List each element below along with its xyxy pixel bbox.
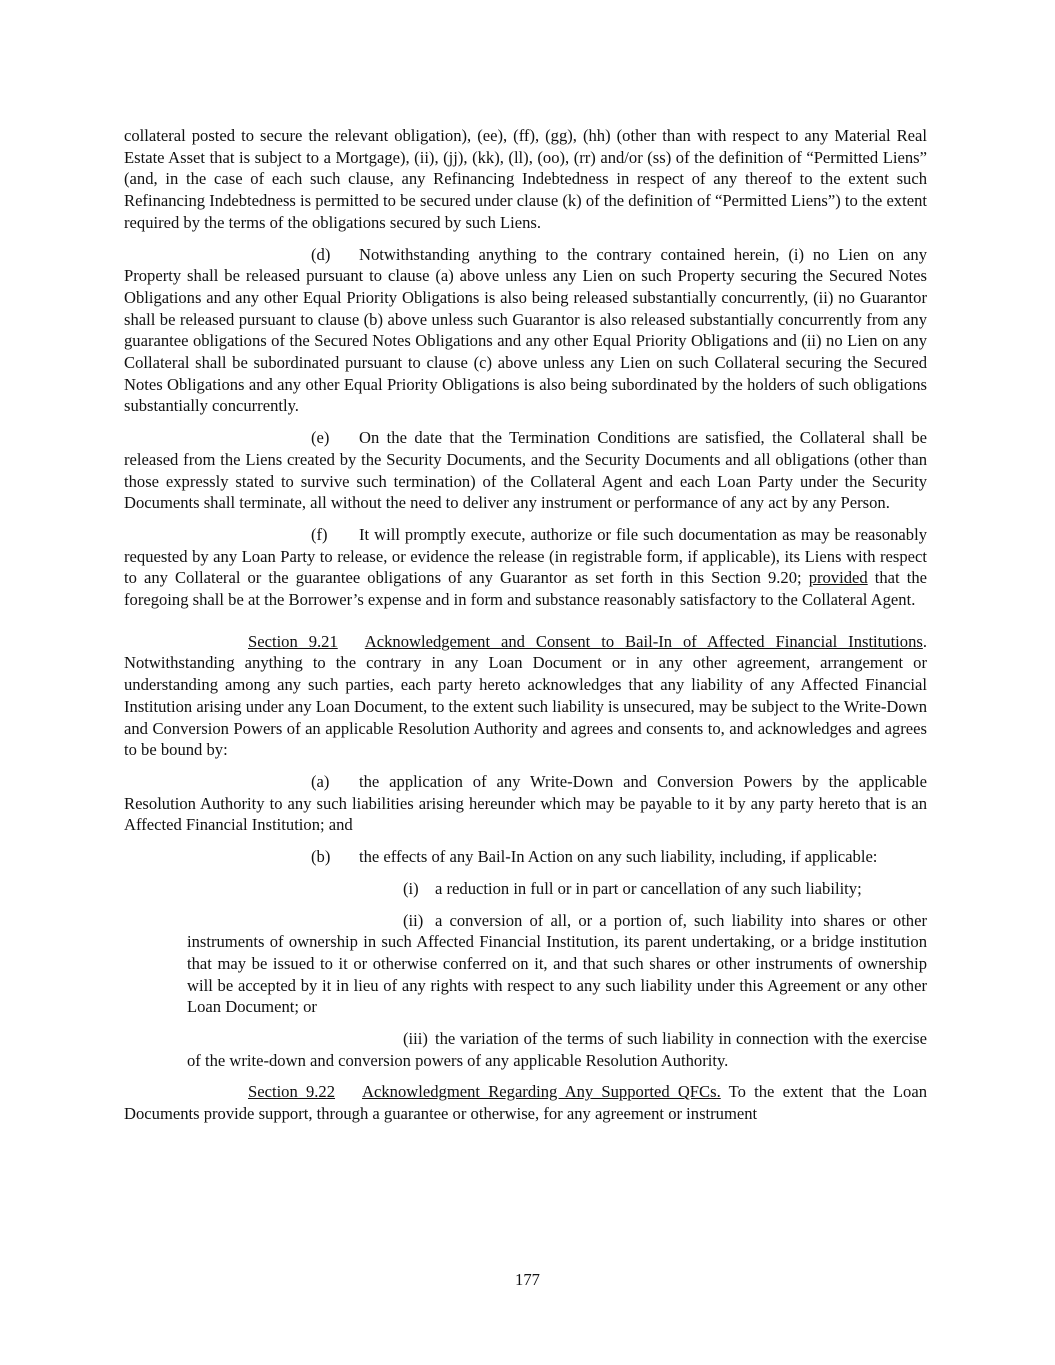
clause-e-label: (e) [311,428,330,448]
clause-b-text: the effects of any Bail-In Action on any such liability, including, if applicable: [359,847,878,867]
item-iii [187,1028,927,1071]
item-iii-text: the variation of the terms of such liability in connection with the exercise of the write-down and conversion powers of any applicable Resolution Authority. [187,1029,927,1070]
clause-f-text-1: It will promptly execute, authorize or file such documentation as may be reasonably requested by any Loan Party to release, or evidence the release (in registrable form, if applicable), its Liens with respect to any Collateral or the guarantee obligations of any Guarantor as set forth in this Section 9.20; [124,524,927,588]
clause-d [124,244,927,418]
clause-a-label: (a) [311,771,330,791]
section-9-21-text: . Notwithstanding anything to the contrary in any Loan Document or in any other agreement, arrangement or understanding among any such parties, each party hereto acknowledges that any liability of any Affected Financial Institution arising under any Loan Document, to the extent such liability is unsecured, may be subject to the Write-Down and Conversion Powers of an applicable Resolution Authority and agrees and consents to, and acknowledges and agrees to be bound by: [124,631,927,760]
clause-a [124,771,927,836]
section-9-22 [124,1081,927,1124]
clause-b [124,846,927,868]
section-9-22-title: Acknowledgment Regarding Any Supported QFCs. [362,1082,721,1102]
section-9-22-number: Section 9.22 [248,1082,336,1102]
clause-d-text: Notwithstanding anything to the contrary contained herein, (i) no Lien on any Property shall be released pursuant to clause (a) above unless any Lien on such Property securing the Secured Notes Obligations and any other Equal Priority Obligations is also being released substantially concurrently, (ii) no Guarantor shall be released pursuant to clause (b) above unless such Guarantor is also released substantially concurrently from any guarantee obligations of the Secured Notes Obligations and any other Equal Priority Obligations and (ii) no Lien on any Collateral shall be subordinated pursuant to clause (c) above unless any Lien on such Collateral securing the Secured Notes Obligations and any other Equal Priority Obligations is also being subordinated by the holders of such obligations substantially concurrently. [124,244,927,416]
page-number: 177 [515,1270,540,1289]
clause-d-label: (d) [311,244,331,264]
paragraph-intro [124,125,927,234]
clause-f-label: (f) [311,524,328,544]
item-i-text: a reduction in full or in part or cancellation of any such liability; [435,878,862,898]
section-9-21 [124,631,927,761]
clause-a-text: the application of any Write-Down and Conversion Powers by the applicable Resolution Authority to any such liabilities arising hereunder which may be payable to it by any party hereto that is an Affected Financial Institution; and [124,771,927,835]
clause-b-label: (b) [311,847,331,867]
clause-e-text: On the date that the Termination Conditions are satisfied, the Collateral shall be released from the Liens created by the Security Documents, and the Security Documents and all obligations (other than those expressly stated to survive such termination) of the Collateral Agent and each Loan Party under the Security Documents shall terminate, all without the need to deliver any instrument or performance of any act by any Person. [124,428,927,513]
item-ii-label: (ii) [403,910,424,930]
section-9-21-title: Acknowledgement and Consent to Bail-In of Affected Financial Institutions [364,631,923,651]
section-9-22-text: To the extent that the Loan Documents provide support, through a guarantee or otherwise, for any agreement or instrument [124,1082,927,1124]
clause-f-provided: provided [808,568,868,588]
section-9-22-heading [248,1082,721,1101]
item-ii [187,910,927,1019]
paragraph-intro-text: collateral posted to secure the relevant obligation), (ee), (ff), (gg), (hh) (other than with respect to any Material Real Estate Asset that is subject to a Mortgage), (ii), (jj), (kk), (ll), (oo), (rr) and/or (ss) of the definition of “Permitted Liens” (and, in the case of each such clause, any Refinancing Indebtedness in respect of any thereof to the extent such Refinancing Indebtedness is permitted to be secured under clause (k) of the definition of “Permitted Liens”) to the extent required by the terms of the obligations secured by such Liens. [124,126,927,232]
clause-f-text-2: that the foregoing shall be at the Borrower’s expense and in form and substance reasonably satisfactory to the Collateral Agent. [124,568,927,610]
item-iii-label: (iii) [403,1029,428,1049]
clause-f [124,524,927,611]
item-ii-text: a conversion of all, or a portion of, such liability into shares or other instruments of ownership in such Affected Financial Institution, its parent undertaking, or a bridge institution that may be issued to it or otherwise conferred on it, and that such shares or other instruments of ownership will be accepted by it in lieu of any rights with respect to any such liability under this Agreement or any other Loan Document; or [187,910,927,1017]
item-i [124,878,927,900]
clause-e [124,427,927,514]
document-page [124,125,927,1125]
section-9-21-heading [248,632,923,651]
item-i-label: (i) [403,878,419,898]
section-9-21-number: Section 9.21 [248,631,338,651]
